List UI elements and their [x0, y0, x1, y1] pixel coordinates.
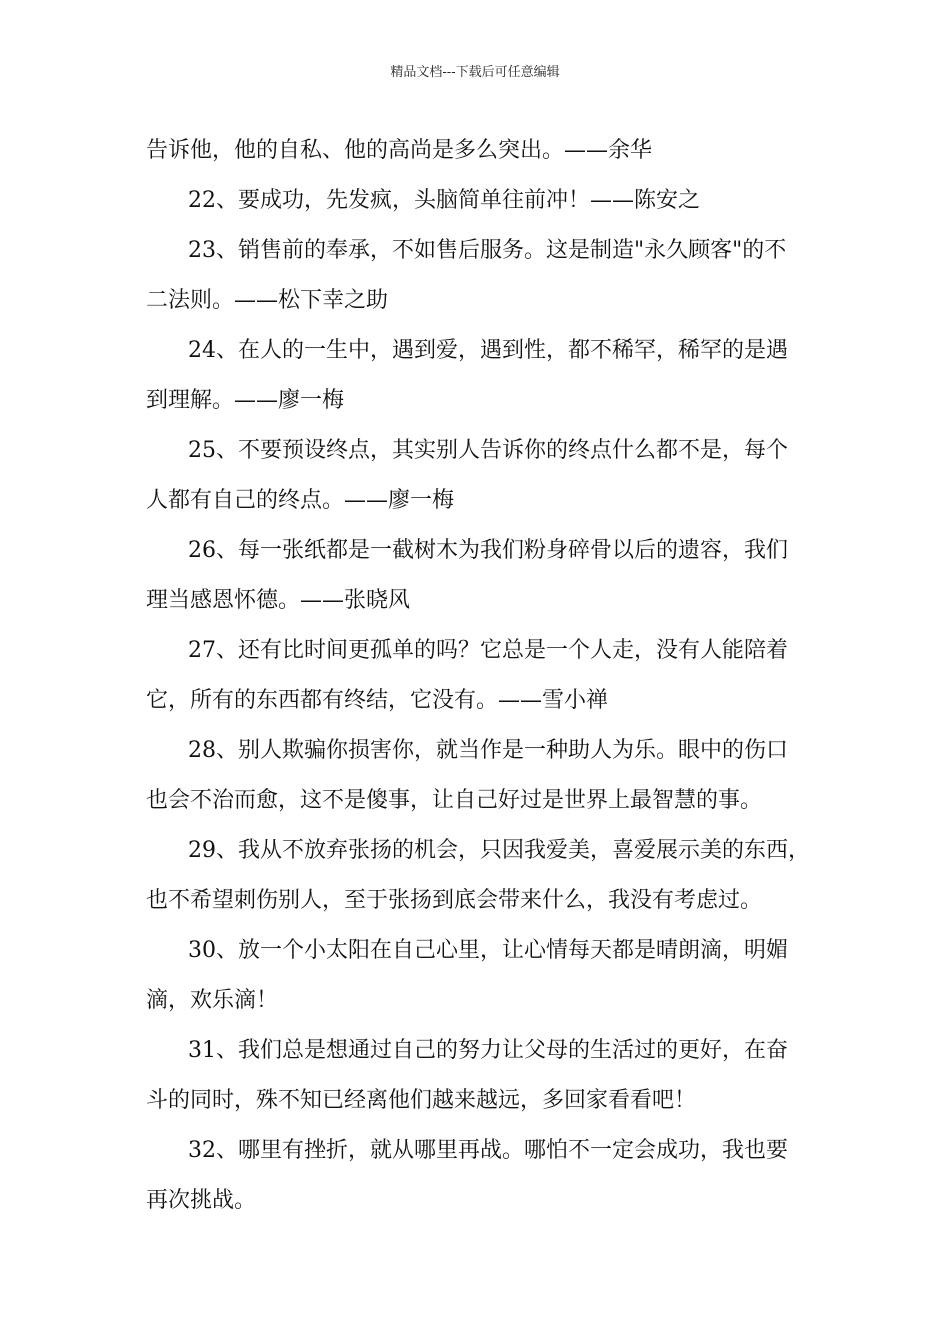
text-line: 二法则。——松下幸之助 — [146, 288, 389, 313]
quote-29: 29、我从不放弃张扬的机会，只因我爱美，喜爱展示美的东西， — [188, 838, 810, 863]
quote-25: 25、不要预设终点，其实别人告诉你的终点什么都不是，每个 — [188, 438, 788, 463]
text-line: 也会不治而愈，这不是傻事，让自己好过是世界上最智慧的事。 — [146, 788, 763, 813]
quote-23: 23、销售前的奉承，不如售后服务。这是制造"永久顾客"的不 — [188, 238, 787, 263]
quote-31: 31、我们总是想通过自己的努力让父母的生活过的更好，在奋 — [188, 1038, 788, 1063]
quote-22: 22、要成功，先发疯，头脑简单往前冲！——陈安之 — [188, 188, 700, 213]
text-line: 到理解。——廖一梅 — [146, 388, 345, 413]
text-line: 滴，欢乐滴！ — [146, 988, 279, 1013]
quote-28: 28、别人欺骗你损害你，就当作是一种助人为乐。眼中的伤口 — [188, 738, 788, 763]
text-line: 理当感恩怀德。——张晓风 — [146, 588, 411, 613]
quote-26: 26、每一张纸都是一截树木为我们粉身碎骨以后的遗容，我们 — [188, 538, 788, 563]
text-line: 它，所有的东西都有终结，它没有。——雪小禅 — [146, 688, 609, 713]
text-line: 人都有自己的终点。——廖一梅 — [146, 488, 455, 513]
quote-32: 32、哪里有挫折，就从哪里再战。哪怕不一定会成功，我也要 — [188, 1138, 788, 1163]
text-line: 告诉他，他的自私、他的高尚是多么突出。——余华 — [146, 138, 653, 163]
document-body — [146, 126, 810, 1226]
text-line: 再次挑战。 — [146, 1188, 257, 1213]
quote-24: 24、在人的一生中，遇到爱，遇到性，都不稀罕，稀罕的是遇 — [188, 338, 788, 363]
quote-27: 27、还有比时间更孤单的吗？它总是一个人走，没有人能陪着 — [188, 638, 788, 663]
page-header: 精品文档---下载后可任意编辑 — [390, 65, 560, 80]
text-line: 也不希望刺伤别人，至于张扬到底会带来什么，我没有考虑过。 — [146, 888, 763, 913]
quote-30: 30、放一个小太阳在自己心里，让心情每天都是晴朗滴，明媚 — [188, 938, 788, 963]
text-line: 斗的同时，殊不知已经离他们越来越远，多回家看看吧！ — [146, 1088, 697, 1113]
